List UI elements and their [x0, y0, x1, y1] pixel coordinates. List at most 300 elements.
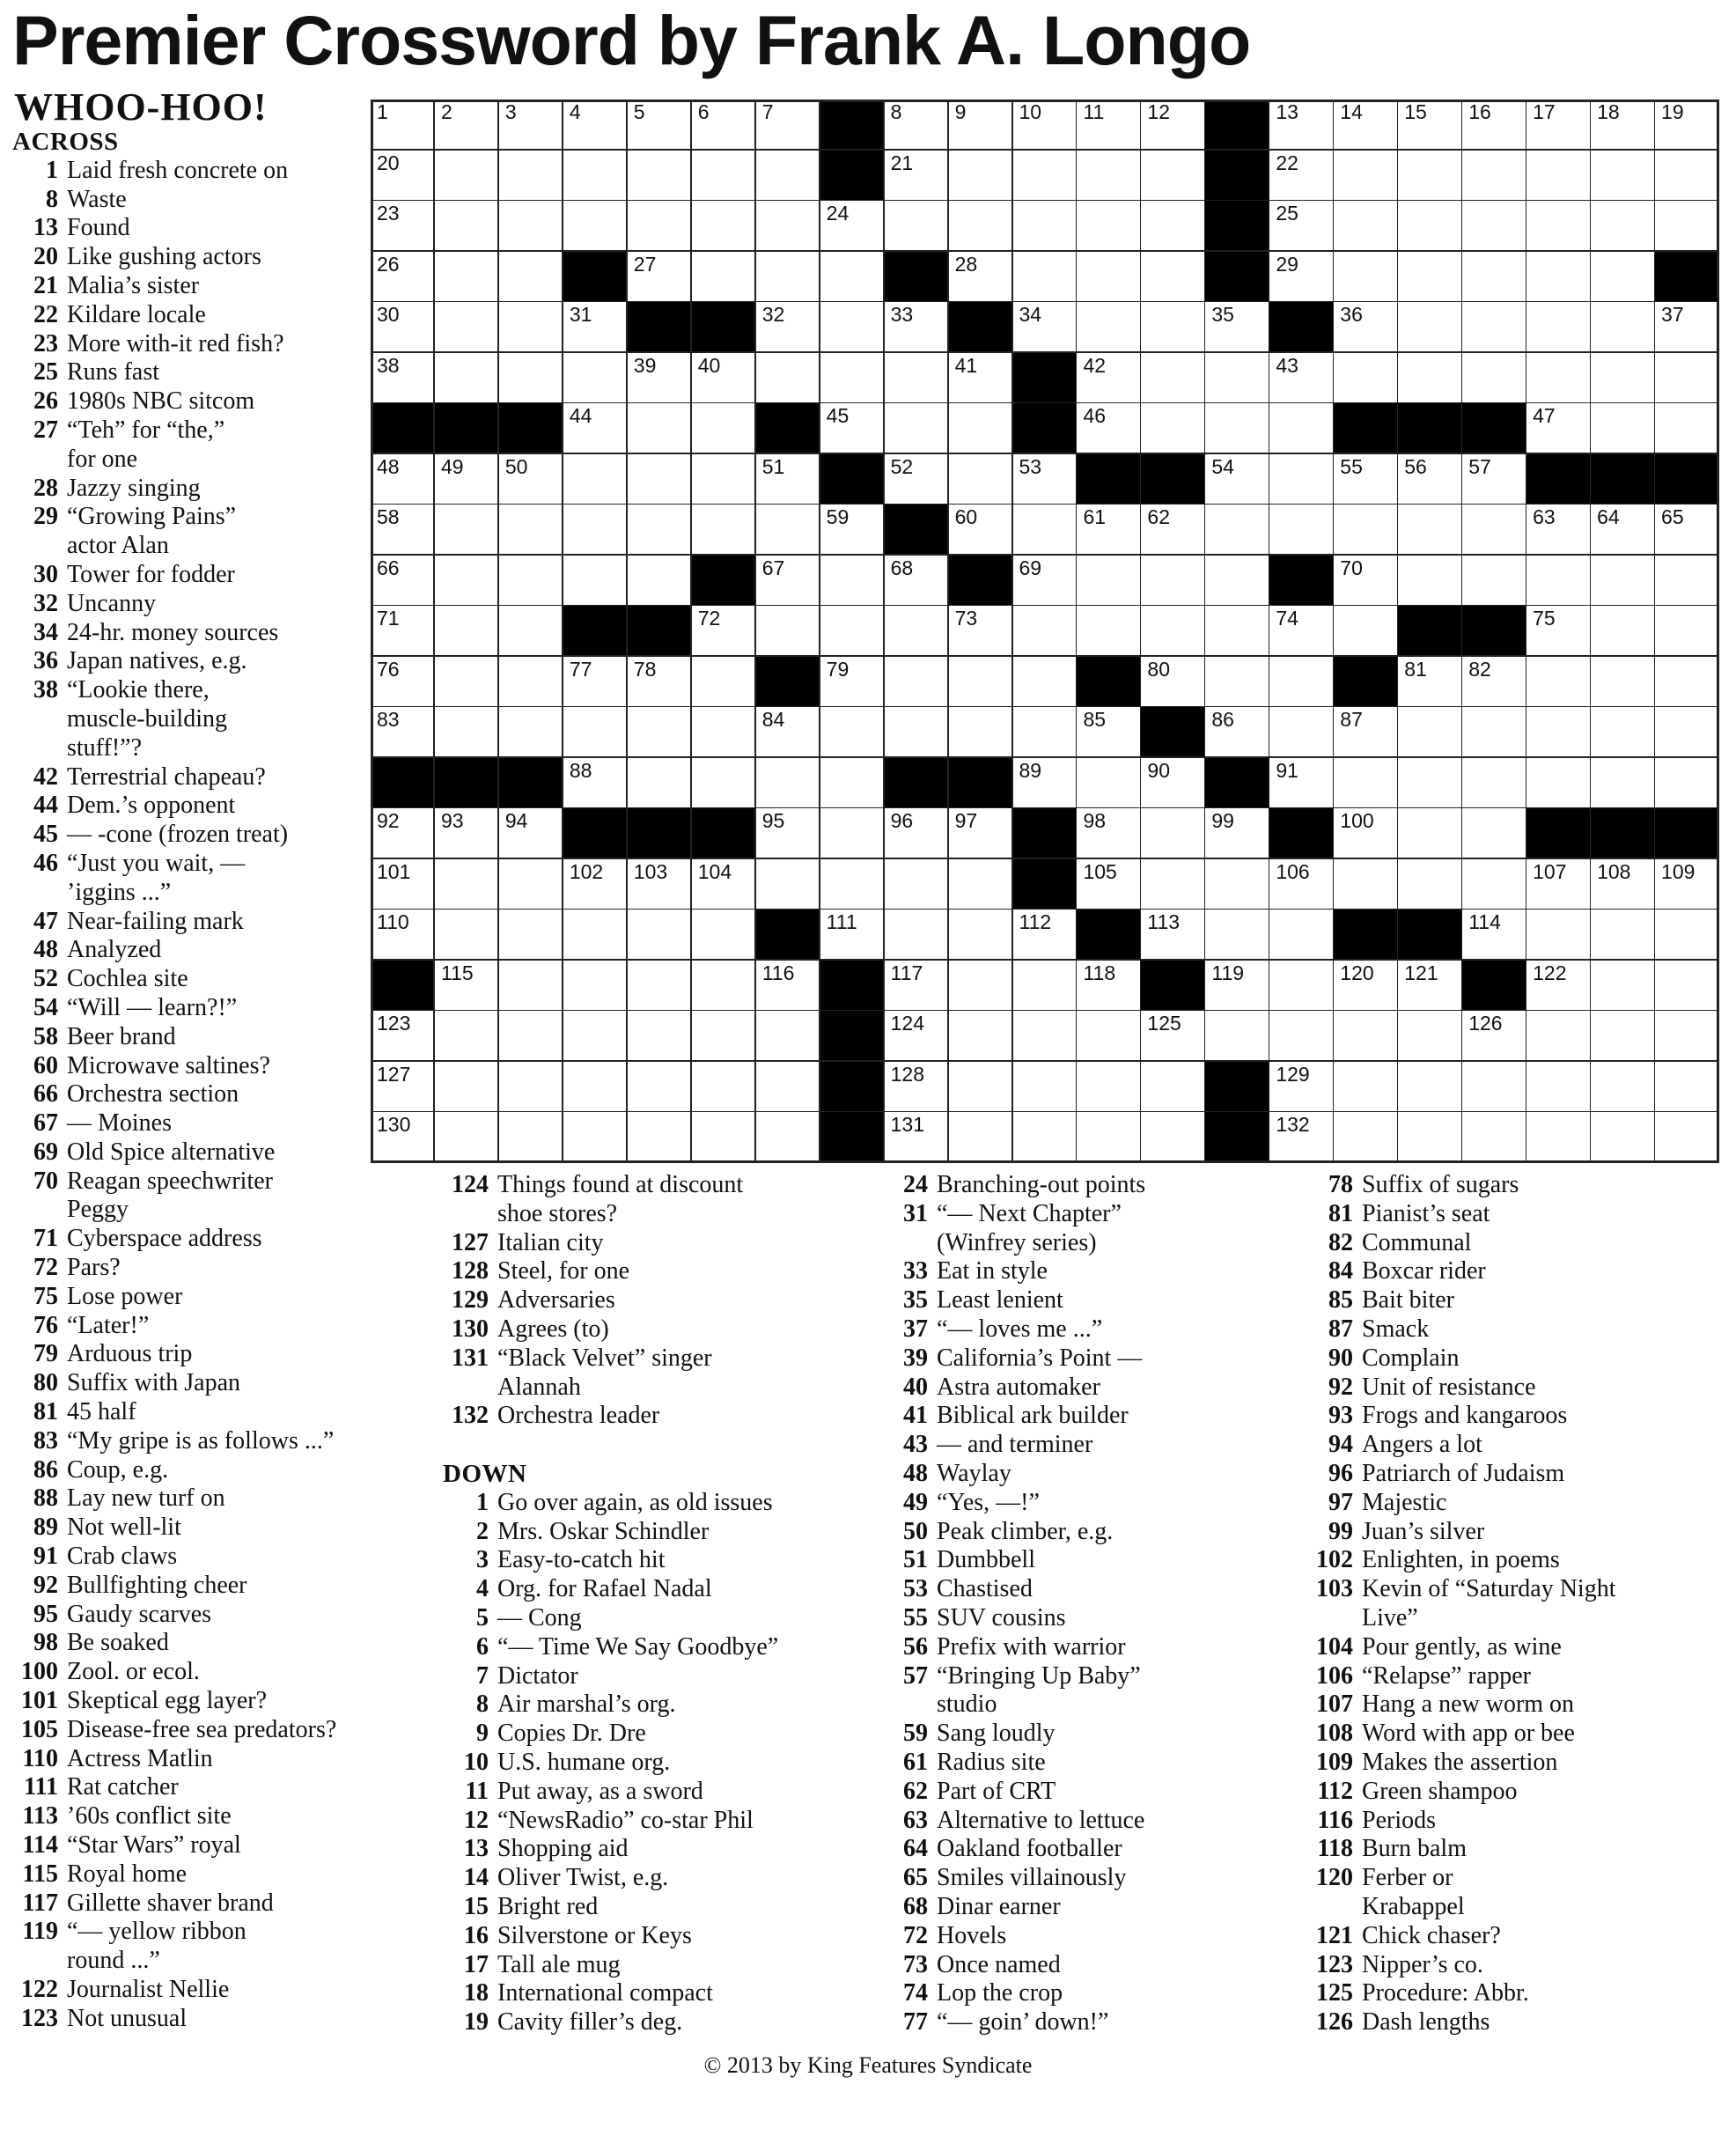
grid-cell[interactable] — [563, 454, 628, 505]
grid-cell[interactable] — [1526, 252, 1591, 303]
grid-cell[interactable] — [1334, 606, 1398, 657]
grid-cell[interactable] — [628, 505, 692, 556]
grid-cell[interactable] — [1398, 252, 1462, 303]
grid-cell[interactable] — [499, 910, 563, 961]
grid-cell[interactable] — [1398, 505, 1462, 556]
grid-cell[interactable] — [820, 302, 885, 353]
grid-cell[interactable] — [692, 99, 756, 151]
grid-cell[interactable] — [1077, 707, 1141, 758]
grid-cell[interactable] — [885, 201, 949, 252]
grid-cell[interactable] — [1141, 758, 1205, 809]
grid-cell[interactable] — [499, 454, 563, 505]
grid-cell[interactable] — [563, 910, 628, 961]
grid-cell[interactable] — [756, 961, 820, 1012]
grid-cell[interactable] — [563, 556, 628, 607]
grid-cell[interactable] — [949, 201, 1013, 252]
grid-cell[interactable] — [1462, 151, 1526, 202]
grid-cell[interactable] — [949, 961, 1013, 1012]
grid-cell[interactable] — [1398, 1112, 1462, 1163]
grid-cell[interactable] — [885, 151, 949, 202]
grid-cell[interactable] — [1205, 657, 1269, 708]
grid-cell[interactable] — [628, 454, 692, 505]
grid-cell[interactable] — [435, 707, 499, 758]
grid-cell[interactable] — [885, 1011, 949, 1062]
grid-cell[interactable] — [692, 252, 756, 303]
grid-cell[interactable] — [1077, 505, 1141, 556]
grid-cell[interactable] — [885, 1062, 949, 1113]
grid-cell[interactable] — [563, 1062, 628, 1113]
grid-cell[interactable] — [1077, 1062, 1141, 1113]
grid-cell[interactable] — [1269, 252, 1334, 303]
grid-cell[interactable] — [1077, 556, 1141, 607]
grid-cell[interactable] — [885, 606, 949, 657]
grid-cell[interactable] — [885, 403, 949, 454]
grid-cell[interactable] — [1398, 1062, 1462, 1113]
grid-cell[interactable] — [628, 403, 692, 454]
grid-cell[interactable] — [1591, 353, 1655, 404]
grid-cell[interactable] — [1398, 201, 1462, 252]
grid-cell[interactable] — [563, 961, 628, 1012]
grid-cell[interactable] — [756, 758, 820, 809]
grid-cell[interactable] — [820, 910, 885, 961]
grid-cell[interactable] — [1591, 657, 1655, 708]
grid-cell[interactable] — [1141, 252, 1205, 303]
grid-cell[interactable] — [1655, 353, 1719, 404]
grid-cell[interactable] — [820, 353, 885, 404]
grid-cell[interactable] — [1591, 201, 1655, 252]
grid-cell[interactable] — [1398, 657, 1462, 708]
grid-cell[interactable] — [1269, 657, 1334, 708]
grid-cell[interactable] — [1398, 707, 1462, 758]
grid-cell[interactable] — [885, 961, 949, 1012]
grid-cell[interactable] — [1462, 707, 1526, 758]
grid-cell[interactable] — [1655, 151, 1719, 202]
grid-cell[interactable] — [885, 454, 949, 505]
grid-cell[interactable] — [563, 505, 628, 556]
grid-cell[interactable] — [1269, 454, 1334, 505]
grid-cell[interactable] — [435, 657, 499, 708]
grid-cell[interactable] — [1398, 1011, 1462, 1062]
grid-cell[interactable] — [1334, 151, 1398, 202]
grid-cell[interactable] — [885, 353, 949, 404]
grid-cell[interactable] — [756, 252, 820, 303]
grid-cell[interactable] — [692, 961, 756, 1012]
grid-cell[interactable] — [885, 808, 949, 859]
grid-cell[interactable] — [820, 758, 885, 809]
grid-cell[interactable] — [563, 201, 628, 252]
grid-cell[interactable] — [1077, 201, 1141, 252]
grid-cell[interactable] — [1462, 1011, 1526, 1062]
grid-cell[interactable] — [1462, 808, 1526, 859]
grid-cell[interactable] — [1526, 910, 1591, 961]
grid-cell[interactable] — [692, 353, 756, 404]
grid-cell[interactable] — [1655, 302, 1719, 353]
grid-cell[interactable] — [1205, 1011, 1269, 1062]
grid-cell[interactable] — [1269, 353, 1334, 404]
grid-cell[interactable] — [885, 859, 949, 910]
grid-cell[interactable] — [1013, 758, 1078, 809]
grid-cell[interactable] — [949, 99, 1013, 151]
grid-cell[interactable] — [1141, 151, 1205, 202]
grid-cell[interactable] — [1077, 808, 1141, 859]
grid-cell[interactable] — [1013, 657, 1078, 708]
grid-cell[interactable] — [1269, 606, 1334, 657]
grid-cell[interactable] — [1013, 1112, 1078, 1163]
grid-cell[interactable] — [756, 1011, 820, 1062]
grid-cell[interactable] — [499, 657, 563, 708]
grid-cell[interactable] — [1655, 606, 1719, 657]
grid-cell[interactable] — [1462, 252, 1526, 303]
grid-cell[interactable] — [499, 859, 563, 910]
grid-cell[interactable] — [1205, 353, 1269, 404]
grid-cell[interactable] — [1334, 961, 1398, 1012]
grid-cell[interactable] — [1526, 606, 1591, 657]
grid-cell[interactable] — [1526, 1011, 1591, 1062]
grid-cell[interactable] — [1655, 201, 1719, 252]
grid-cell[interactable] — [1462, 758, 1526, 809]
grid-cell[interactable] — [435, 454, 499, 505]
grid-cell[interactable] — [1334, 1011, 1398, 1062]
grid-cell[interactable] — [499, 606, 563, 657]
grid-cell[interactable] — [1013, 201, 1078, 252]
grid-cell[interactable] — [692, 1011, 756, 1062]
grid-cell[interactable] — [1077, 252, 1141, 303]
grid-cell[interactable] — [885, 657, 949, 708]
grid-cell[interactable] — [1655, 758, 1719, 809]
grid-cell[interactable] — [1334, 353, 1398, 404]
grid-cell[interactable] — [756, 454, 820, 505]
grid-cell[interactable] — [1462, 302, 1526, 353]
grid-cell[interactable] — [692, 606, 756, 657]
grid-cell[interactable] — [1398, 454, 1462, 505]
grid-cell[interactable] — [1205, 302, 1269, 353]
grid-cell[interactable] — [1526, 505, 1591, 556]
grid-cell[interactable] — [1334, 454, 1398, 505]
grid-cell[interactable] — [1269, 99, 1334, 151]
grid-cell[interactable] — [1591, 556, 1655, 607]
grid-cell[interactable] — [1655, 1062, 1719, 1113]
grid-cell[interactable] — [1398, 758, 1462, 809]
grid-cell[interactable] — [1591, 910, 1655, 961]
grid-cell[interactable] — [1269, 505, 1334, 556]
grid-cell[interactable] — [499, 99, 563, 151]
grid-cell[interactable] — [1077, 1112, 1141, 1163]
grid-cell[interactable] — [1526, 353, 1591, 404]
grid-cell[interactable] — [499, 556, 563, 607]
grid-cell[interactable] — [820, 505, 885, 556]
grid-cell[interactable] — [756, 1112, 820, 1163]
grid-cell[interactable] — [1141, 1062, 1205, 1113]
grid-cell[interactable] — [563, 657, 628, 708]
grid-cell[interactable] — [1013, 454, 1078, 505]
grid-cell[interactable] — [1334, 252, 1398, 303]
grid-cell[interactable] — [949, 859, 1013, 910]
grid-cell[interactable] — [628, 707, 692, 758]
grid-cell[interactable] — [1526, 403, 1591, 454]
grid-cell[interactable] — [692, 707, 756, 758]
grid-cell[interactable] — [1334, 505, 1398, 556]
grid-cell[interactable] — [435, 505, 499, 556]
grid-cell[interactable] — [435, 252, 499, 303]
grid-cell[interactable] — [1013, 99, 1078, 151]
grid-cell[interactable] — [1077, 403, 1141, 454]
grid-cell[interactable] — [1205, 454, 1269, 505]
grid-cell[interactable] — [692, 1112, 756, 1163]
grid-cell[interactable] — [1269, 151, 1334, 202]
grid-cell[interactable] — [563, 859, 628, 910]
grid-cell[interactable] — [1655, 961, 1719, 1012]
grid-cell[interactable] — [628, 556, 692, 607]
grid-cell[interactable] — [949, 353, 1013, 404]
grid-cell[interactable] — [1205, 961, 1269, 1012]
grid-cell[interactable] — [1269, 1011, 1334, 1062]
grid-cell[interactable] — [628, 201, 692, 252]
grid-cell[interactable] — [1462, 353, 1526, 404]
grid-cell[interactable] — [1591, 505, 1655, 556]
grid-cell[interactable] — [949, 808, 1013, 859]
grid-cell[interactable] — [1526, 961, 1591, 1012]
grid-cell[interactable] — [435, 859, 499, 910]
grid-cell[interactable] — [1269, 201, 1334, 252]
grid-cell[interactable] — [1141, 657, 1205, 708]
grid-cell[interactable] — [1462, 99, 1526, 151]
grid-cell[interactable] — [949, 910, 1013, 961]
grid-cell[interactable] — [1526, 657, 1591, 708]
grid-cell[interactable] — [692, 201, 756, 252]
grid-cell[interactable] — [1462, 201, 1526, 252]
grid-cell[interactable] — [435, 302, 499, 353]
grid-cell[interactable] — [1077, 758, 1141, 809]
grid-cell[interactable] — [820, 403, 885, 454]
grid-cell[interactable] — [1141, 1112, 1205, 1163]
grid-cell[interactable] — [1141, 1011, 1205, 1062]
grid-cell[interactable] — [949, 252, 1013, 303]
grid-cell[interactable] — [628, 859, 692, 910]
grid-cell[interactable] — [1141, 556, 1205, 607]
grid-cell[interactable] — [1013, 961, 1078, 1012]
grid-cell[interactable] — [1141, 910, 1205, 961]
grid-cell[interactable] — [1398, 151, 1462, 202]
grid-cell[interactable] — [756, 859, 820, 910]
grid-cell[interactable] — [1655, 1011, 1719, 1062]
grid-cell[interactable] — [435, 961, 499, 1012]
grid-cell[interactable] — [1334, 1062, 1398, 1113]
grid-cell[interactable] — [1462, 1062, 1526, 1113]
grid-cell[interactable] — [435, 1011, 499, 1062]
grid-cell[interactable] — [563, 99, 628, 151]
grid-cell[interactable] — [563, 707, 628, 758]
grid-cell[interactable] — [885, 910, 949, 961]
grid-cell[interactable] — [1269, 859, 1334, 910]
grid-cell[interactable] — [1398, 808, 1462, 859]
grid-cell[interactable] — [628, 99, 692, 151]
grid-cell[interactable] — [1398, 556, 1462, 607]
grid-cell[interactable] — [435, 353, 499, 404]
grid-cell[interactable] — [949, 707, 1013, 758]
grid-cell[interactable] — [756, 99, 820, 151]
grid-cell[interactable] — [1077, 1011, 1141, 1062]
grid-cell[interactable] — [499, 151, 563, 202]
grid-cell[interactable] — [820, 707, 885, 758]
grid-cell[interactable] — [563, 353, 628, 404]
grid-cell[interactable] — [1077, 151, 1141, 202]
grid-cell[interactable] — [1205, 859, 1269, 910]
grid-cell[interactable] — [949, 151, 1013, 202]
grid-cell[interactable] — [692, 505, 756, 556]
grid-cell[interactable] — [1591, 1062, 1655, 1113]
grid-cell[interactable] — [1462, 1112, 1526, 1163]
grid-cell[interactable] — [499, 505, 563, 556]
grid-cell[interactable] — [949, 1062, 1013, 1113]
grid-cell[interactable] — [1655, 505, 1719, 556]
grid-cell[interactable] — [499, 1011, 563, 1062]
grid-cell[interactable] — [1591, 151, 1655, 202]
grid-cell[interactable] — [1462, 657, 1526, 708]
grid-cell[interactable] — [435, 151, 499, 202]
grid-cell[interactable] — [628, 910, 692, 961]
grid-cell[interactable] — [1655, 99, 1719, 151]
grid-cell[interactable] — [820, 606, 885, 657]
grid-cell[interactable] — [499, 808, 563, 859]
grid-cell[interactable] — [1526, 1062, 1591, 1113]
grid-cell[interactable] — [1334, 859, 1398, 910]
grid-cell[interactable] — [1269, 758, 1334, 809]
grid-cell[interactable] — [1398, 353, 1462, 404]
grid-cell[interactable] — [949, 403, 1013, 454]
grid-cell[interactable] — [1591, 961, 1655, 1012]
grid-cell[interactable] — [499, 961, 563, 1012]
grid-cell[interactable] — [1462, 859, 1526, 910]
grid-cell[interactable] — [628, 961, 692, 1012]
grid-cell[interactable] — [563, 151, 628, 202]
grid-cell[interactable] — [756, 707, 820, 758]
grid-cell[interactable] — [1591, 859, 1655, 910]
grid-cell[interactable] — [499, 302, 563, 353]
grid-cell[interactable] — [1013, 556, 1078, 607]
grid-cell[interactable] — [435, 606, 499, 657]
grid-cell[interactable] — [756, 606, 820, 657]
grid-cell[interactable] — [1077, 353, 1141, 404]
grid-cell[interactable] — [1398, 961, 1462, 1012]
grid-cell[interactable] — [1526, 758, 1591, 809]
grid-cell[interactable] — [1591, 1011, 1655, 1062]
grid-cell[interactable] — [499, 707, 563, 758]
grid-cell[interactable] — [1526, 1112, 1591, 1163]
grid-cell[interactable] — [1591, 1112, 1655, 1163]
grid-cell[interactable] — [1141, 201, 1205, 252]
grid-cell[interactable] — [628, 1062, 692, 1113]
grid-cell[interactable] — [563, 403, 628, 454]
grid-cell[interactable] — [1334, 201, 1398, 252]
grid-cell[interactable] — [820, 859, 885, 910]
grid-cell[interactable] — [1269, 1062, 1334, 1113]
grid-cell[interactable] — [628, 252, 692, 303]
grid-cell[interactable] — [1269, 403, 1334, 454]
grid-cell[interactable] — [885, 99, 949, 151]
grid-cell[interactable] — [435, 99, 499, 151]
grid-cell[interactable] — [1655, 707, 1719, 758]
grid-cell[interactable] — [1655, 556, 1719, 607]
grid-cell[interactable] — [435, 1112, 499, 1163]
grid-cell[interactable] — [949, 454, 1013, 505]
grid-cell[interactable] — [1462, 910, 1526, 961]
grid-cell[interactable] — [435, 201, 499, 252]
grid-cell[interactable] — [1013, 606, 1078, 657]
grid-cell[interactable] — [1013, 151, 1078, 202]
grid-cell[interactable] — [949, 1011, 1013, 1062]
grid-cell[interactable] — [1655, 1112, 1719, 1163]
grid-cell[interactable] — [1141, 859, 1205, 910]
grid-cell[interactable] — [885, 707, 949, 758]
grid-cell[interactable] — [820, 252, 885, 303]
grid-cell[interactable] — [692, 758, 756, 809]
grid-cell[interactable] — [1526, 302, 1591, 353]
grid-cell[interactable] — [499, 252, 563, 303]
grid-cell[interactable] — [1398, 859, 1462, 910]
grid-cell[interactable] — [435, 808, 499, 859]
grid-cell[interactable] — [885, 1112, 949, 1163]
grid-cell[interactable] — [1526, 859, 1591, 910]
grid-cell[interactable] — [1655, 859, 1719, 910]
grid-cell[interactable] — [563, 1112, 628, 1163]
grid-cell[interactable] — [1334, 556, 1398, 607]
grid-cell[interactable] — [1141, 505, 1205, 556]
grid-cell[interactable] — [1269, 961, 1334, 1012]
grid-cell[interactable] — [692, 657, 756, 708]
grid-cell[interactable] — [756, 808, 820, 859]
grid-cell[interactable] — [1334, 707, 1398, 758]
grid-cell[interactable] — [563, 1011, 628, 1062]
grid-cell[interactable] — [1077, 606, 1141, 657]
grid-cell[interactable] — [756, 556, 820, 607]
grid-cell[interactable] — [949, 1112, 1013, 1163]
grid-cell[interactable] — [1591, 252, 1655, 303]
grid-cell[interactable] — [1141, 808, 1205, 859]
grid-cell[interactable] — [756, 505, 820, 556]
grid-cell[interactable] — [1526, 151, 1591, 202]
grid-cell[interactable] — [820, 808, 885, 859]
grid-cell[interactable] — [1269, 910, 1334, 961]
grid-cell[interactable] — [1591, 403, 1655, 454]
grid-cell[interactable] — [1013, 1011, 1078, 1062]
grid-cell[interactable] — [1013, 910, 1078, 961]
grid-cell[interactable] — [692, 1062, 756, 1113]
grid-cell[interactable] — [1398, 99, 1462, 151]
grid-cell[interactable] — [820, 201, 885, 252]
grid-cell[interactable] — [1526, 99, 1591, 151]
grid-cell[interactable] — [628, 353, 692, 404]
grid-cell[interactable] — [1334, 808, 1398, 859]
grid-cell[interactable] — [885, 556, 949, 607]
grid-cell[interactable] — [1013, 252, 1078, 303]
grid-cell[interactable] — [628, 1112, 692, 1163]
grid-cell[interactable] — [435, 1062, 499, 1113]
grid-cell[interactable] — [756, 302, 820, 353]
grid-cell[interactable] — [1334, 302, 1398, 353]
grid-cell[interactable] — [820, 657, 885, 708]
grid-cell[interactable] — [435, 556, 499, 607]
grid-cell[interactable] — [499, 353, 563, 404]
grid-cell[interactable] — [499, 1112, 563, 1163]
grid-cell[interactable] — [1205, 505, 1269, 556]
grid-cell[interactable] — [1462, 505, 1526, 556]
grid-cell[interactable] — [1205, 606, 1269, 657]
grid-cell[interactable] — [1205, 808, 1269, 859]
grid-cell[interactable] — [756, 151, 820, 202]
grid-cell[interactable] — [1591, 99, 1655, 151]
grid-cell[interactable] — [563, 758, 628, 809]
grid-cell[interactable] — [692, 910, 756, 961]
